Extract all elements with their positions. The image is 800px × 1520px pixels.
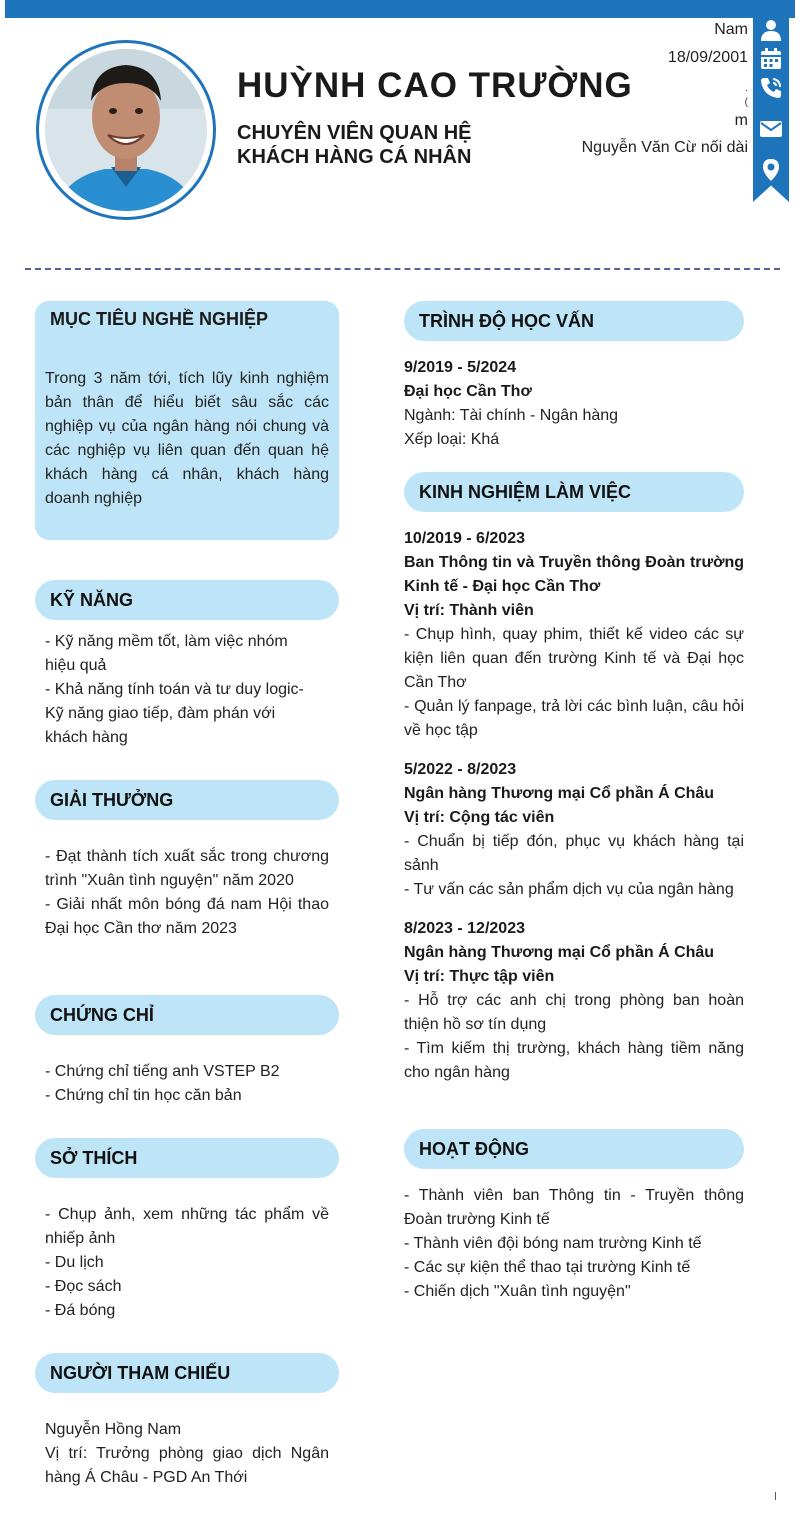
experience-date: 10/2019 - 6/2023	[404, 530, 525, 547]
experience-bullet: - Quản lý fanpage, trả lời các bình luận, câu hỏi về học tập	[404, 698, 744, 739]
certificate-line: - Chứng chỉ tin học căn bản	[45, 1087, 242, 1104]
experience-org: Ngân hàng Thương mại Cổ phần Á Châu	[404, 785, 715, 802]
contact-phone: .	[745, 83, 748, 94]
objective-title: MỤC TIÊU NGHỀ NGHIỆP	[50, 309, 269, 329]
certificates-title: CHỨNG CHỈ	[35, 995, 339, 1035]
experience-entry	[404, 512, 744, 743]
education-title: TRÌNH ĐỘ HỌC VẤN	[404, 301, 744, 341]
awards-title: GIẢI THƯỞNG	[35, 780, 339, 820]
contact-info	[582, 16, 748, 162]
phone-icon	[759, 76, 783, 100]
location-icon	[759, 158, 783, 182]
contact-email-part: (	[744, 97, 748, 108]
experience-bullet: - Chuẩn bị tiếp đón, phục vụ khách hàng tại sảnh	[404, 833, 744, 874]
contact-icon-ribbon	[753, 18, 789, 202]
activity-line: - Thành viên đội bóng nam trường Kinh tế	[404, 1235, 702, 1252]
education-grade: Xếp loại: Khá	[404, 431, 500, 448]
certificate-line: - Chứng chỉ tiếng anh VSTEP B2	[45, 1063, 280, 1080]
contact-birthday: 18/09/2001	[667, 49, 748, 66]
objective-text: Trong 3 năm tới, tích lũy kinh nghiệm bản thân để hiểu biết sâu sắc các nghiệp vụ của ngân hàng nói chung và các nghiệp vụ liên quan đến quan hệ khách hàng cá nhân, khách hàng doanh nghiệp	[45, 370, 329, 507]
experience-entry	[404, 902, 744, 1085]
hobby-line: - Đá bóng	[45, 1302, 116, 1319]
experience-bullet: - Tìm kiếm thị trường, khách hàng tiềm năng cho ngân hàng	[404, 1040, 744, 1081]
experience-date: 5/2022 - 8/2023	[404, 761, 517, 778]
experience-role: Vị trí: Thực tập viên	[404, 968, 555, 985]
reference-position: Vị trí: Trưởng phòng giao dịch Ngân hàng Á Châu - PGD An Thới	[45, 1445, 329, 1486]
experience-bullet: - Chụp hình, quay phim, thiết kế video các sự kiện liên quan đến trường Kinh tế và Đại học Cần Thơ	[404, 626, 744, 691]
education-date: 9/2019 - 5/2024	[404, 359, 517, 376]
skills-line: - Kỹ năng mềm tốt, làm việc nhóm hiệu quả	[45, 633, 288, 674]
person-icon	[759, 18, 783, 42]
experience-entry	[404, 743, 744, 902]
experience-date: 8/2023 - 12/2023	[404, 920, 525, 937]
contact-address: Nguyễn Văn Cừ nối dài	[581, 139, 748, 156]
experience-bullet: - Hỗ trợ các anh chị trong phòng ban hoàn thiện hồ sơ tín dụng	[404, 992, 744, 1033]
references-section	[35, 1353, 339, 1490]
experience-org: Ban Thông tin và Truyền thông Đoàn trường Kinh tế - Đại học Cần Thơ	[404, 554, 744, 595]
hobbies-title: SỞ THÍCH	[35, 1138, 339, 1178]
page-mark	[775, 1492, 776, 1500]
skills-section	[35, 580, 339, 750]
education-major: Ngành: Tài chính - Ngân hàng	[404, 407, 619, 424]
header-divider	[25, 268, 780, 270]
objective-section	[35, 301, 339, 540]
job-title: CHUYÊN VIÊN QUAN HỆ KHÁCH HÀNG CÁ NHÂN	[237, 122, 472, 168]
activity-line: - Thành viên ban Thông tin - Truyền thông Đoàn trường Kinh tế	[404, 1187, 744, 1228]
candidate-name: HUỲNH CAO TRƯỜNG	[237, 66, 633, 105]
hobby-line: - Chụp ảnh, xem những tác phẩm về nhiếp ảnh	[45, 1206, 329, 1247]
profile-photo	[45, 49, 207, 211]
education-section	[404, 301, 744, 452]
activity-line: - Các sự kiện thể thao tại trường Kinh tế	[404, 1259, 691, 1276]
skills-line: - Khả năng tính toán và tư duy logic- Kỹ năng giao tiếp, đàm phán với khách hàng	[45, 681, 304, 746]
experience-section	[404, 472, 744, 1085]
awards-line: - Đạt thành tích xuất sắc trong chương trình "Xuân tình nguyện" năm 2020	[45, 848, 329, 889]
mail-icon	[759, 117, 783, 141]
activity-line: - Chiến dịch "Xuân tình nguyện"	[404, 1283, 631, 1300]
experience-bullet: - Tư vấn các sản phẩm dịch vụ của ngân hàng	[404, 881, 734, 898]
experience-org: Ngân hàng Thương mại Cổ phần Á Châu	[404, 944, 715, 961]
activities-title: HOẠT ĐỘNG	[404, 1129, 744, 1169]
skills-title: KỸ NĂNG	[35, 580, 339, 620]
reference-name: Nguyễn Hồng Nam	[45, 1421, 182, 1438]
experience-title: KINH NGHIỆM LÀM VIỆC	[404, 472, 744, 512]
activities-section	[404, 1129, 744, 1304]
experience-role: Vị trí: Thành viên	[404, 602, 534, 619]
education-school: Đại học Cần Thơ	[404, 383, 532, 400]
avatar-frame	[36, 40, 216, 220]
calendar-icon	[759, 47, 783, 71]
experience-role: Vị trí: Cộng tác viên	[404, 809, 555, 826]
hobby-line: - Du lịch	[45, 1254, 104, 1271]
hobby-line: - Đọc sách	[45, 1278, 122, 1295]
hobbies-section	[35, 1138, 339, 1323]
avatar	[45, 49, 207, 211]
certificates-section	[35, 995, 339, 1108]
awards-line: - Giải nhất môn bóng đá nam Hội thao Đại học Cần thơ năm 2023	[45, 896, 329, 937]
awards-section	[35, 780, 339, 941]
contact-email: m	[734, 112, 748, 129]
references-title: NGƯỜI THAM CHIẾU	[35, 1353, 339, 1393]
contact-gender: Nam	[714, 21, 748, 38]
